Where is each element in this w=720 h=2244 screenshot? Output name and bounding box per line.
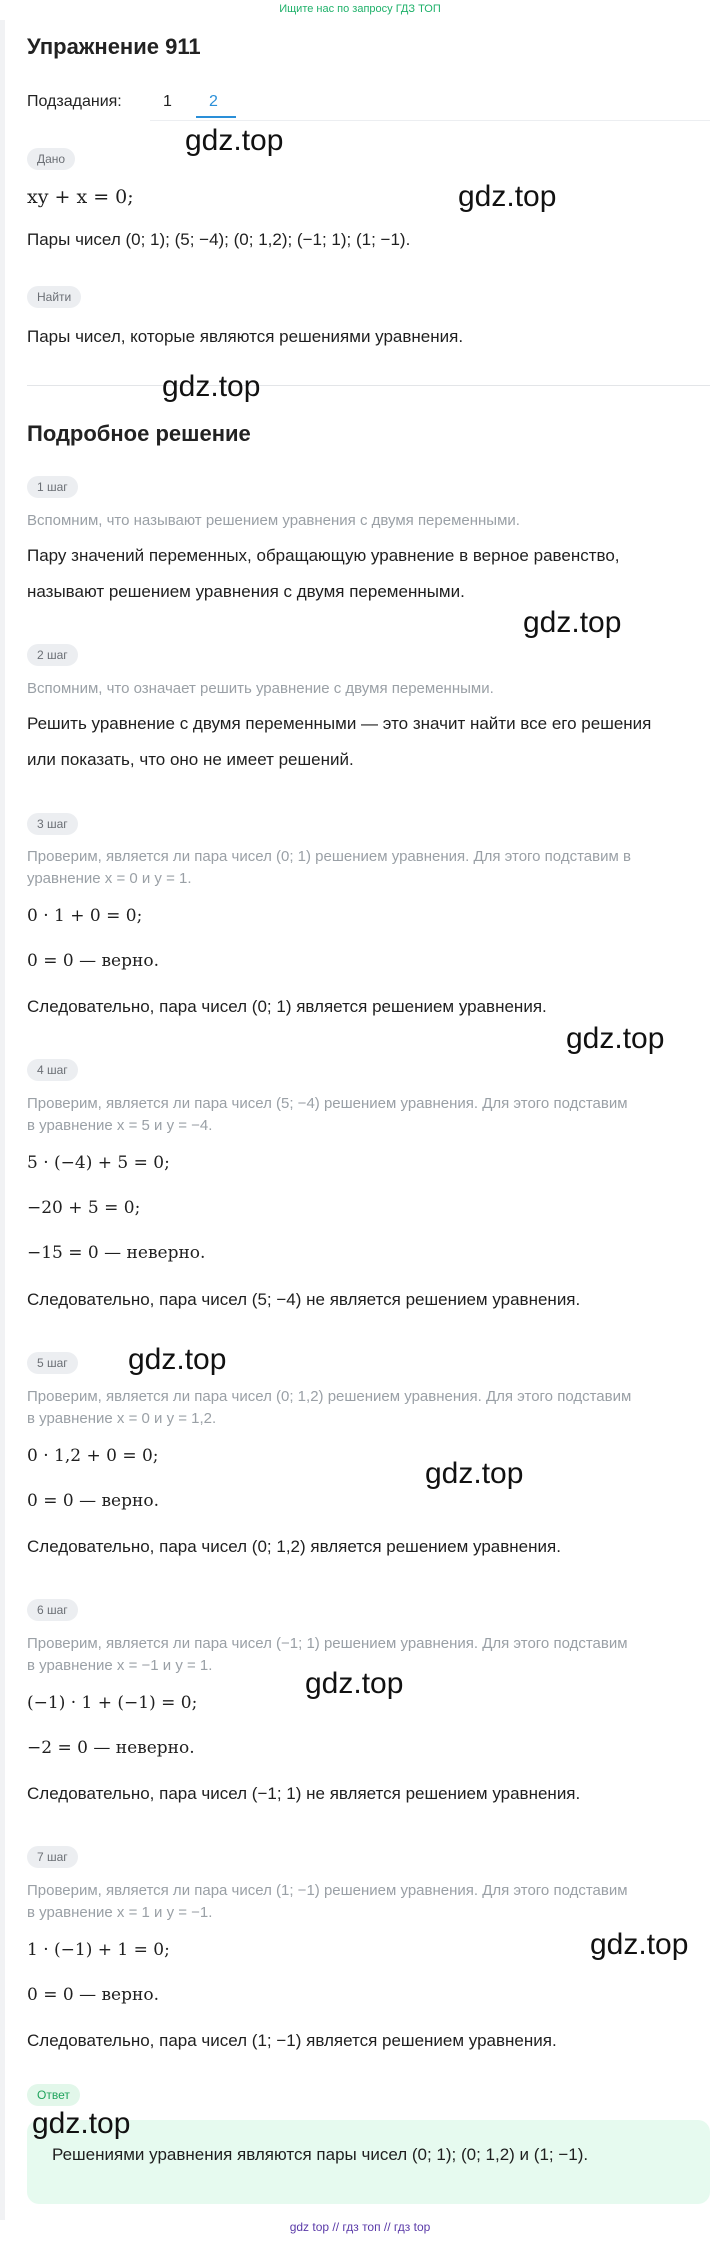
step-3-line-1: 0 · 1 + 0 = 0; bbox=[27, 906, 143, 926]
top-banner[interactable]: Ищите нас по запросу ГДЗ ТОП bbox=[279, 3, 441, 15]
watermark: gdz.top bbox=[590, 1928, 689, 1961]
step-7-hint-1: Проверим, является ли пара чисел (1; −1) решением уравнения. Для этого подставим bbox=[27, 1882, 628, 1899]
step-4-conclusion: Следовательно, пара чисел (5; −4) не является решением уравнения. bbox=[27, 1290, 581, 1309]
step-5-line-2: 0 = 0 — верно. bbox=[27, 1491, 159, 1511]
step-1-line-1: Пару значений переменных, обращающую уравнение в верное равенство, bbox=[27, 546, 620, 565]
step-7-hint-2: в уравнение x = 1 и y = −1. bbox=[27, 1904, 213, 1921]
find-pill: Найти bbox=[27, 286, 81, 308]
step-7-line-2: 0 = 0 — верно. bbox=[27, 1985, 159, 2005]
step-7-pill: 7 шаг bbox=[27, 1846, 78, 1868]
step-2-pill: 2 шаг bbox=[27, 644, 78, 666]
given-pairs: Пары чисел (0; 1); (5; −4); (0; 1,2); (−1; 1); (1; −1). bbox=[27, 230, 411, 249]
step-4-pill: 4 шаг bbox=[27, 1059, 78, 1081]
step-3-hint-1: Проверим, является ли пара чисел (0; 1) решением уравнения. Для этого подставим в bbox=[27, 848, 631, 865]
watermark: gdz.top bbox=[425, 1457, 524, 1490]
step-4-line-1: 5 · (−4) + 5 = 0; bbox=[27, 1153, 170, 1173]
solution-title: Подробное решение bbox=[27, 421, 251, 446]
watermark: gdz.top bbox=[458, 180, 557, 213]
step-1-line-2: называют решением уравнения с двумя переменными. bbox=[27, 582, 465, 601]
step-2-line-2: или показать, что оно не имеет решений. bbox=[27, 750, 354, 769]
step-6-line-1: (−1) · 1 + (−1) = 0; bbox=[27, 1693, 198, 1713]
given-equation: xy + x = 0; bbox=[27, 186, 134, 208]
answer-pill: Ответ bbox=[27, 2084, 80, 2106]
find-text: Пары чисел, которые являются решениями уравнения. bbox=[27, 327, 464, 346]
left-edge-bar bbox=[0, 20, 5, 2220]
step-1-pill: 1 шаг bbox=[27, 476, 78, 498]
step-5-hint-2: в уравнение x = 0 и y = 1,2. bbox=[27, 1410, 217, 1427]
step-4-line-3: −15 = 0 — неверно. bbox=[27, 1243, 206, 1263]
step-6-hint-2: в уравнение x = −1 и y = 1. bbox=[27, 1657, 213, 1674]
subtasks-label: Подзадания: bbox=[27, 93, 122, 110]
watermark: gdz.top bbox=[566, 1022, 665, 1055]
step-4-line-2: −20 + 5 = 0; bbox=[27, 1198, 141, 1218]
step-5-line-1: 0 · 1,2 + 0 = 0; bbox=[27, 1446, 159, 1466]
step-2-line-1: Решить уравнение с двумя переменными — это значит найти все его решения bbox=[27, 714, 652, 733]
step-6-conclusion: Следовательно, пара чисел (−1; 1) не является решением уравнения. bbox=[27, 1784, 581, 1803]
step-3-pill: 3 шаг bbox=[27, 813, 78, 835]
step-5-pill: 5 шаг bbox=[27, 1352, 78, 1374]
active-tab-indicator bbox=[196, 116, 236, 118]
step-3-line-2: 0 = 0 — верно. bbox=[27, 951, 159, 971]
step-3-conclusion: Следовательно, пара чисел (0; 1) является решением уравнения. bbox=[27, 997, 547, 1016]
step-4-hint-2: в уравнение x = 5 и y = −4. bbox=[27, 1117, 213, 1134]
page-title: Упражнение 911 bbox=[27, 34, 201, 59]
watermark: gdz.top bbox=[32, 2107, 131, 2140]
watermark: gdz.top bbox=[305, 1667, 404, 1700]
subtask-tab-2[interactable]: 2 bbox=[209, 93, 218, 110]
step-5-conclusion: Следовательно, пара чисел (0; 1,2) является решением уравнения. bbox=[27, 1537, 561, 1556]
step-2-hint: Вспомним, что означает решить уравнение с двумя переменными. bbox=[27, 680, 494, 697]
step-4-hint-1: Проверим, является ли пара чисел (5; −4) решением уравнения. Для этого подставим bbox=[27, 1095, 628, 1112]
watermark: gdz.top bbox=[128, 1343, 227, 1376]
step-6-hint-1: Проверим, является ли пара чисел (−1; 1) решением уравнения. Для этого подставим bbox=[27, 1635, 628, 1652]
step-6-pill: 6 шаг bbox=[27, 1599, 78, 1621]
watermark: gdz.top bbox=[162, 370, 261, 403]
watermark: gdz.top bbox=[185, 124, 284, 157]
given-pill: Дано bbox=[27, 148, 75, 170]
subtask-tab-1[interactable]: 1 bbox=[163, 93, 172, 110]
step-7-line-1: 1 · (−1) + 1 = 0; bbox=[27, 1940, 170, 1960]
step-3-hint-2: уравнение x = 0 и y = 1. bbox=[27, 870, 192, 887]
step-5-hint-1: Проверим, является ли пара чисел (0; 1,2) решением уравнения. Для этого подставим bbox=[27, 1388, 632, 1405]
step-6-line-2: −2 = 0 — неверно. bbox=[27, 1738, 195, 1758]
section-divider bbox=[27, 385, 710, 386]
footer-links[interactable]: gdz top // гдз топ // гдз top bbox=[289, 2220, 431, 2234]
step-7-conclusion: Следовательно, пара чисел (1; −1) является решением уравнения. bbox=[27, 2031, 557, 2050]
watermark: gdz.top bbox=[523, 606, 622, 639]
step-1-hint: Вспомним, что называют решением уравнения с двумя переменными. bbox=[27, 512, 520, 529]
tabs-divider bbox=[150, 120, 710, 121]
answer-text: Решениями уравнения являются пары чисел (0; 1); (0; 1,2) и (1; −1). bbox=[52, 2145, 589, 2164]
